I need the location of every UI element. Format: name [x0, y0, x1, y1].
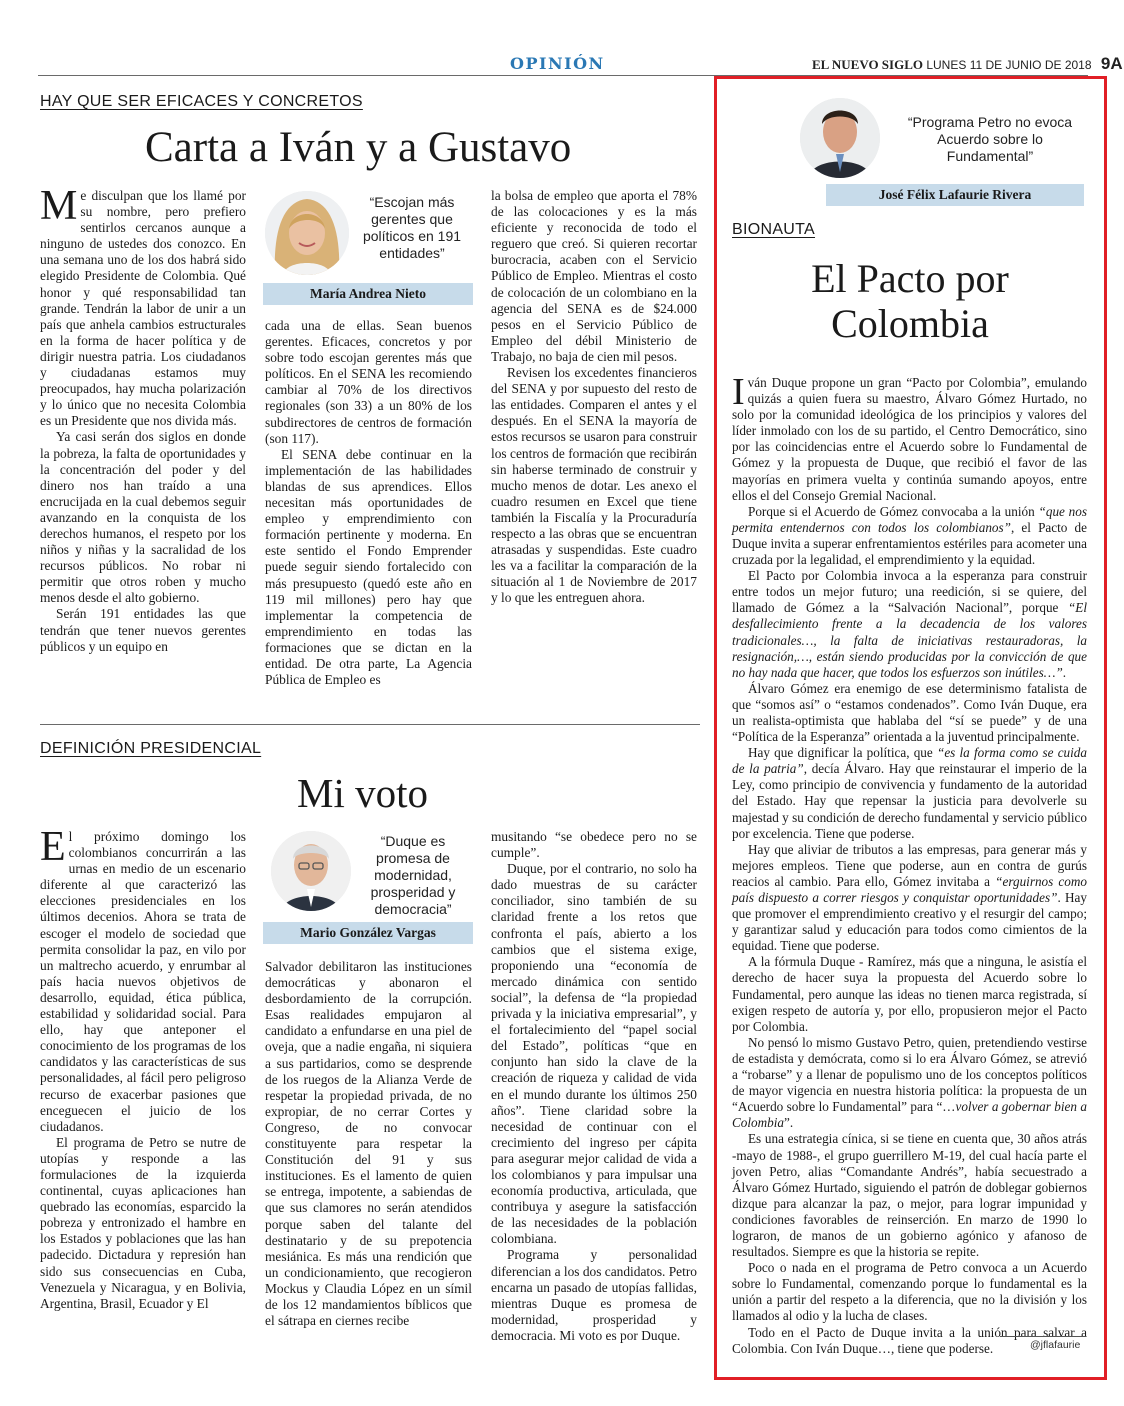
- issue-date: LUNES 11 DE JUNIO DE 2018: [926, 58, 1092, 72]
- article1-column-2: cada una de ellas. Sean buenos gerentes. Eficaces, concretos y por sobre todo escojan gerentes más que políticos. En el SENA les recomiendo cambiar al 70% de los directivos regionales (son 33) a un 80% de los subdirectores de centros de formación (son 117). El SENA debe continuar en la implementación de las habilidades blandas de sus aprendices. Ellos necesitan más oportunidades de empleo y emprendimiento con formación pertinente y moderna. En este sentido el Fondo Emprender puede seguir siendo fortalecido con más presupuesto (quedó este año en 119 mil millones) pero hay que implementar la competencia de emprendimiento en todas las formaciones que se dictan en la entidad. De otra parte, La Agencia Pública de Empleo es: [265, 318, 472, 688]
- portrait-man-icon: [800, 98, 880, 178]
- portrait-woman-icon: [265, 191, 349, 275]
- author-name: María Andrea Nieto: [263, 283, 473, 305]
- article1-kicker: HAY QUE SER EFICACES Y CONCRETOS: [40, 93, 363, 110]
- dropcap: I: [732, 371, 745, 413]
- signature-rule: [1000, 1336, 1086, 1337]
- portrait-older-man-icon: [271, 831, 351, 911]
- pull-quote-box: [263, 829, 473, 945]
- pull-quote-text: “Duque es promesa de modernidad, prosperidad y democracia”: [370, 833, 456, 917]
- article3-headline: El Pacto por Colombia: [811, 256, 1009, 347]
- article2-kicker: DEFINICIÓN PRESIDENCIAL: [40, 740, 262, 757]
- article3-body: Iván Duque propone un gran “Pacto por Colombia”, emulando quizás a quien fuera su maestro, Álvaro Gómez Hurtado, no solo por la comunidad ideológica de los principios y valores del líder inmolado con los de su partido, el Centro Democrático, sino por las coincidencias entre el Acuerdo sobre lo Fundamental de Gómez y la propuesta de Duque, que recibió el favor de las mayorías en primera vuelta y continúa sumando apoyos, entre ellos el del Consejo Gremial Nacional. Porque si el Acuerdo de Gómez convocaba a la unión “que nos permita entendernos con todos los colombianos”, el Pacto de Duque invita a superar enfrentamientos estériles para acometer una cruzada por la legalidad, el emprendimiento y la equidad. El Pacto por Colombia invoca a la esperanza para construir entre todos un mejor futuro; una reedición, si se quiere, del llamado de Gómez a la “Salvación Nacional”, porque “El desfallecimiento frente a la decadencia de los valores tradicionales…, la falta de iniciativas restauradoras, la resignación,…, están siendo producidas por la convicción de que no hay nada que hacer, que todos los esfuerzos son inútiles…”. Álvaro Gómez era enemigo de ese determinismo fatalista de que “somos así” o “estamos condenados”. Como Iván Duque, era un realista-optimista que hablaba del “sí se puede” y de una “Política de la Esperanza” orientada a la juventud principalmente. Hay que dignificar la política, que “es la forma como se cuida de la patria”, decía Álvaro. Hay que reinstaurar el imperio de la Ley, como principio de convivencia y fundamento de la autoridad del Estado. Hay que repensar la justicia para devolverle su majestad y su condición de derecho fundamental y servicio público por excelencia. Tiene que poderse. Hay que aliviar de tributos a las empresas, para generar más y mejores empleos. Tiene que poderse, aun en contra de gurús reacios al cambio. Para ello, Gómez invitaba a “erguirnos como país dispuesto a correr riesgos y conquistar oportunidades”. Hay que promover el emprendimiento creativo y el resurgir del campo; y garantizar salud y educación para todos como cimientos de la equidad. Tiene que poderse. A la fórmula Duque - Ramírez, más que a ninguna, le asistía el derecho de hacer suya la propuesta del Acuerdo sobre lo Fundamental, pero aunque las ideas no tienen marca registrada, sí exigen respeto de autoría y, por ello, propusieron mejor el Pacto por Colombia. No pensó lo mismo Gustavo Petro, quien, pretendiendo vestirse de estadista y demócrata, como si lo era Álvaro Gómez, se atrevió a “robarse” y a llenar de populismo uno de los conceptos políticos de mayor vigencia en nuestra historia política: la propuesta de un “Acuerdo sobre lo Fundamental” para “…volver a gobernar bien a Colombia”. Es una estrategia cínica, si se tiene en cuenta que, 30 años atrás -mayo de 1988-, el grupo guerrillero M-19, del cual hacía parte el joven Petro, alias “Comandante Andrés”, había secuestrado a Álvaro Gómez Hurtado, siguiendo el patrón de doblegar gobiernos dizque para alcanzar la paz, o mejor, para lograr impunidad y condiciones favorables de reinserción. En marzo de 1990 lo lograron, de manos de un gobierno agónico y afanoso de resultados. Siempre es que la historia se repite. Poco o nada en el programa de Petro convoca a un Acuerdo sobre lo Fundamental, comenzando porque lo fundamental es la unión a partir del respeto a la diferencia, que no la división y los llamados al odio y la lucha de clases. Todo en el Pacto de Duque invita a la unión para salvar a Colombia. Con Iván Duque…, tiene que poderse.: [732, 371, 1087, 1356]
- newspaper-name: EL NUEVO SIGLO: [812, 57, 923, 72]
- pull-quote-box: [796, 96, 1086, 208]
- article2-column-2: Salvador debilitaron las instituciones democráticas y abonaron el desbordamiento de la corrupción. Esas realidades empujaron al candidato a enfundarse en una piel de oveja, que a nadie engaña, ni siquiera a sus partidarios, como se desprende de los ruegos de la Alianza Verde de respetar la propiedad privada, de no expropiar, de no cerrar Cortes y Congreso, de no convocar constituyente para respetar la Constitución del 91 y sus instituciones. Es el lamento de quien se entrega, impotente, a sabiendas de que sus clamores no serán atendidos porque saben del talante del destinatario y de su prepotencia mesiánica. Es más una rendición que un condicionamiento, que recogieron Mockus y Claudia López en un símil de los 12 mandamientos bíblicos que el sátrapa en ciernes recibe: [265, 959, 472, 1329]
- article2-column-1: El próximo domingo los colombianos concurrirán a las urnas en medio de un escenario diferente al que caracterizó las elecciones presidenciales en los últimos decenios. Ahora se trata de escoger el modelo de sociedad que permita consolidar la paz, en vilo por un maltrecho acuerdo, y enrumbar al país hacia nuevos objetivos de desarrollo, equidad, ética pública, estabilidad y solidaridad social. Para ello, hay que anteponer el conocimiento de los programas de los candidatos y las características de sus personalidades, al fácil pero peligroso recurso de exacerbar pasiones que enceguecen el juicio de los ciudadanos. El programa de Petro se nutre de utopías y responde a las formulaciones de la izquierda continental, cuyas aplicaciones han quebrado las economías, esparcido la pobreza y entronizado el hambre en los Estados y poblaciones que las han padecido. Dictadura y represión han sido sus consecuencias en Cuba, Venezuela y Nicaragua, y en Bolivia, Argentina, Brasil, Ecuador y El: [40, 824, 246, 1311]
- author-name: Mario González Vargas: [263, 922, 473, 944]
- article-separator: [40, 724, 700, 725]
- section-label: OPINIÓN: [510, 54, 605, 73]
- pull-quote-text: “Programa Petro no evoca Acuerdo sobre lo Fundamental”: [907, 114, 1073, 164]
- article2-headline: Mi voto: [297, 770, 428, 816]
- article1-headline: Carta a Iván y a Gustavo: [145, 124, 572, 171]
- author-name: José Félix Lafaurie Rivera: [826, 184, 1084, 206]
- author-handle: @jflafaurie: [1030, 1339, 1081, 1351]
- pull-quote-box: [263, 188, 473, 306]
- pull-quote-text: “Escojan más gerentes que políticos en 191 entidades”: [362, 194, 462, 261]
- article3-kicker: BIONAUTA: [732, 221, 816, 238]
- masthead: [812, 54, 1123, 74]
- page-number: 9A: [1100, 54, 1123, 73]
- article2-column-3: musitando “se obedece pero no se cumple”. Duque, por el contrario, no solo ha dado muestras de su carácter conciliador, sino también de su claridad frente a los retos que confronta el país, abierto a los cambios que el sistema exige, proponiendo una “economía de mercado dinámica con sentido social”, la defensa de “la propiedad privada y la iniciativa empresarial”, y el fortalecimiento del “papel social del Estado”, políticas “que en conjunto han sido la clave de la creación de riqueza y calidad de vida en el mundo durante los últimos 250 años”. Tiene claridad sobre la necesidad de continuar con el crecimiento del ingreso per cápita para asegurar mejor calidad de vida a los colombianos y para impulsar una economía productiva, articulada, que contribuya y asegure la satisfacción de las necesidades de la población colombiana. Programa y personalidad diferencian a los dos candidatos. Petro encarna un pasado de utopías fallidas, mientras Duque es promesa de modernidad, prosperidad y democracia. Mi voto es por Duque.: [491, 829, 698, 1343]
- dropcap: E: [40, 824, 66, 870]
- article1-column-3: la bolsa de empleo que aporta el 78% de las colocaciones y es la más eficiente y reconocida de todo el reguero que creó. Si quieren recortar burocracia, acaben con el Servicio Público de Empleo. Mientras el costo de colocación de un colombiano en la agencia del SENA es de $24.000 pesos en el Servicio Público de Empleo del débil Ministerio de Trabajo, no baja de cien mil pesos. Revisen los excedentes financieros del SENA y por supuesto del resto de las entidades. Comparen el antes y el después. En el SENA la mayoría de estos recursos se usaron para construir los centros de formación que recibirán sin haberse terminado de construir y mucho menos de dotar. Les anexo el cuadro resumen en Excel que tiene también la Fiscalía y la Procuraduría respecto a las obras que se encuentran atrasadas y suspendidas. Este cuadro les va a facilitar la comparación de la situación al 1 de Noviembre de 2017 y lo que les entreguen ahora.: [491, 188, 697, 606]
- article1-column-1: Me disculpan que los llamé por su nombre, pero prefiero sentirlos cercanos aunque a ninguno de ustedes dos conozco. En una semana uno de los dos habrá sido elegido Presidente de Colombia. Qué honor y qué responsabilidad tan grande. Tendrán la labor de unir a un país que anhela cambios estructurales en la forma de hacer política y de dirigir nuestra patria. Los ciudadanos y ciudadanas estamos muy preocupados, hay mucha polarización y lo único que no necesita Colombia es un Presidente que nos divida más. Ya casi serán dos siglos en donde la pobreza, la falta de oportunidades y la concentración del poder y del dinero nos han traído a una encrucijada en la cual debemos seguir avanzando en la conquista de los derechos humanos, el respeto por los niños y niñas y la sacralidad de los recursos públicos. No robar ni permitir que otros roben y mucho menos desde el alto gobierno. Serán 191 entidades las que tendrán que tener nuevos gerentes públicos y un equipo en: [40, 183, 246, 654]
- dropcap: M: [40, 183, 78, 229]
